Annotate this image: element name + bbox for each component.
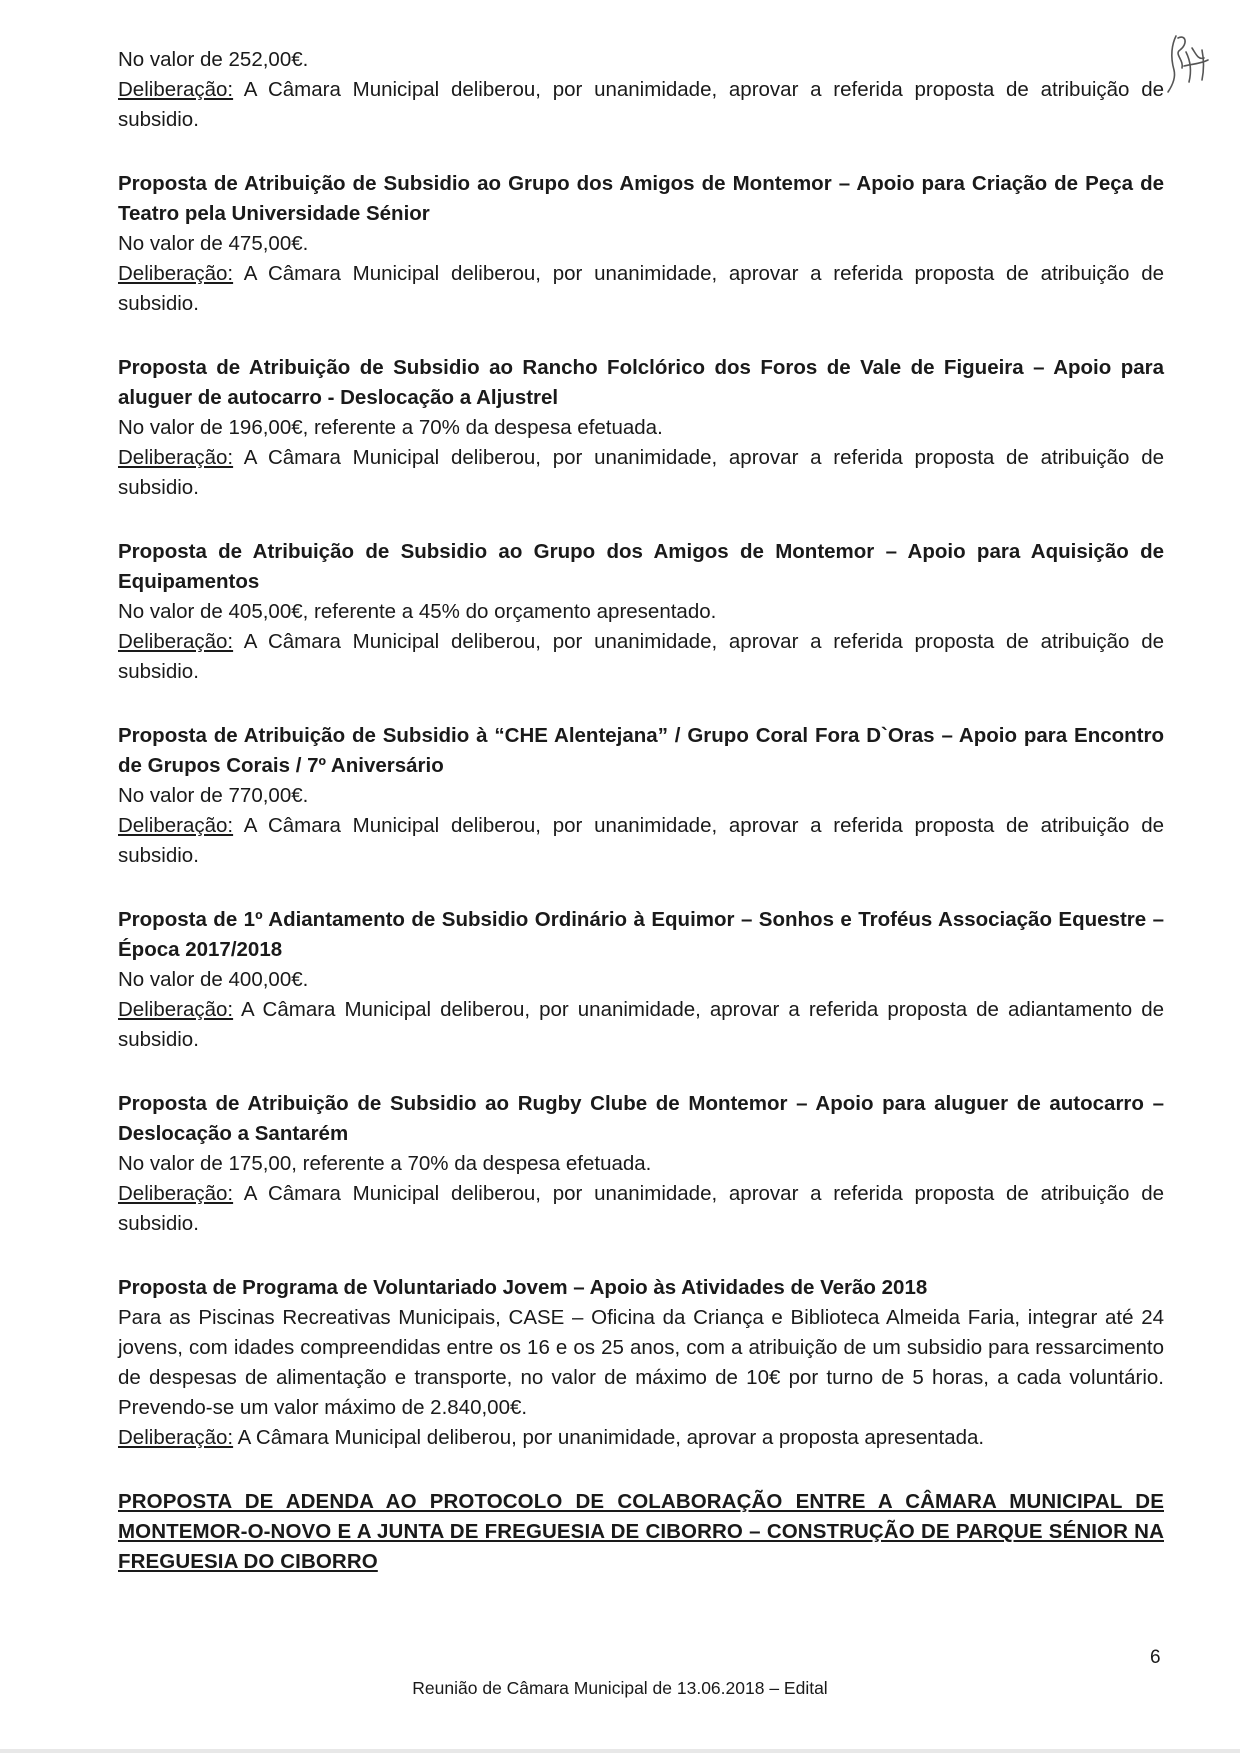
proposal-item [118,1273,1164,1453]
proposal-title: Proposta de Programa de Voluntariado Jovem – Apoio às Atividades de Verão 2018 [118,1276,928,1299]
deliberation-label: Deliberação: [118,1426,234,1449]
deliberation-label: Deliberação: [118,446,234,469]
proposal-value: No valor de 405,00€, referente a 45% do orçamento apresentado. [118,600,717,623]
proposal-deliberation [118,627,1164,687]
page-footer: Reunião de Câmara Municipal de 13.06.2018 – Edital [412,1678,828,1698]
proposal-title: Proposta de Atribuição de Subsidio à “CHE Alentejana” / Grupo Coral Fora D`Oras – Apoio para Encontro de Grupos Corais / 7º Aniversário [118,724,1164,777]
proposal-title: Proposta de Atribuição de Subsidio ao Grupo dos Amigos de Montemor – Apoio para Aquisição de Equipamentos [118,540,1164,593]
proposal-item [118,905,1164,1055]
proposal-title: Proposta de Atribuição de Subsidio ao Grupo dos Amigos de Montemor – Apoio para Criação de Peça de Teatro pela Universidade Sénior [118,172,1164,225]
proposal-deliberation [118,443,1164,503]
deliberation-text: A Câmara Municipal deliberou, por unanimidade, aprovar a referida proposta de atribuição de subsidio. [118,1182,1164,1235]
proposal-title: Proposta de 1º Adiantamento de Subsidio Ordinário à Equimor – Sonhos e Troféus Associação Equestre – Época 2017/2018 [118,908,1164,961]
proposal-deliberation [118,995,1164,1055]
deliberation-text: A Câmara Municipal deliberou, por unanimidade, aprovar a referida proposta de atribuição de subsidio. [118,78,1164,131]
intro-value: No valor de 252,00€. [118,48,309,71]
proposal-value: No valor de 475,00€. [118,232,309,255]
proposal-item [118,353,1164,503]
proposal-title: Proposta de Atribuição de Subsidio ao Rugby Clube de Montemor – Apoio para aluguer de autocarro – Deslocação a Santarém [118,1092,1164,1145]
proposal-title: Proposta de Atribuição de Subsidio ao Rancho Folclórico dos Foros de Vale de Figueira – Apoio para aluguer de autocarro - Deslocação a Aljustrel [118,356,1164,409]
page-edge [0,1749,1240,1753]
deliberation-label: Deliberação: [118,262,234,285]
proposal-value: Para as Piscinas Recreativas Municipais, CASE – Oficina da Criança e Biblioteca Almeida Faria, integrar até 24 jovens, com idades compreendidas entre os 16 e os 25 anos, com a atribuição de um subsidio para ressarcimento de despesas de alimentação e transporte, no valor de máximo de 10€ por turno de 5 horas, a cada voluntário. Prevendo-se um valor máximo de 2.840,00€. [118,1306,1164,1419]
proposal-value: No valor de 770,00€. [118,784,309,807]
deliberation-text: A Câmara Municipal deliberou, por unanimidade, aprovar a referida proposta de atribuição de subsidio. [118,814,1164,867]
proposal-value: No valor de 175,00, referente a 70% da despesa efetuada. [118,1152,652,1175]
deliberation-text: A Câmara Municipal deliberou, por unanimidade, aprovar a referida proposta de atribuição de subsidio. [118,630,1164,683]
deliberation-text: A Câmara Municipal deliberou, por unanimidade, aprovar a proposta apresentada. [233,1426,985,1449]
proposal-deliberation [118,259,1164,319]
intro-deliberation [118,78,1164,131]
deliberation-label: Deliberação: [118,630,234,653]
proposal-item [118,721,1164,871]
proposal-value: No valor de 400,00€. [118,968,309,991]
proposal-item [118,1089,1164,1239]
proposal-item [118,537,1164,687]
proposal-value: No valor de 196,00€, referente a 70% da despesa efetuada. [118,416,663,439]
proposal-deliberation [118,1179,1164,1239]
handwritten-signature [1162,30,1212,94]
proposal-item [118,169,1164,319]
deliberation-text: A Câmara Municipal deliberou, por unanimidade, aprovar a referida proposta de atribuição de subsidio. [118,262,1164,315]
deliberation-label: Deliberação: [118,814,234,837]
deliberation-label: Deliberação: [118,998,234,1021]
proposal-deliberation [118,1423,1164,1453]
deliberation-label: Deliberação: [118,1182,234,1205]
deliberation-label: Deliberação: [118,78,234,101]
document-body [118,45,1164,1577]
section-heading: PROPOSTA DE ADENDA AO PROTOCOLO DE COLABORAÇÃO ENTRE A CÂMARA MUNICIPAL DE MONTEMOR-O-NOVO E A JUNTA DE FREGUESIA DE CIBORRO – CONSTRUÇÃO DE PARQUE SÉNIOR NA FREGUESIA DO CIBORRO [118,1490,1164,1573]
page-number: 6 [1150,1647,1161,1668]
proposal-deliberation [118,811,1164,871]
deliberation-text: A Câmara Municipal deliberou, por unanimidade, aprovar a referida proposta de atribuição de subsidio. [118,446,1164,499]
intro-block [118,45,1164,135]
deliberation-text: A Câmara Municipal deliberou, por unanimidade, aprovar a referida proposta de adiantamento de subsidio. [118,998,1164,1051]
